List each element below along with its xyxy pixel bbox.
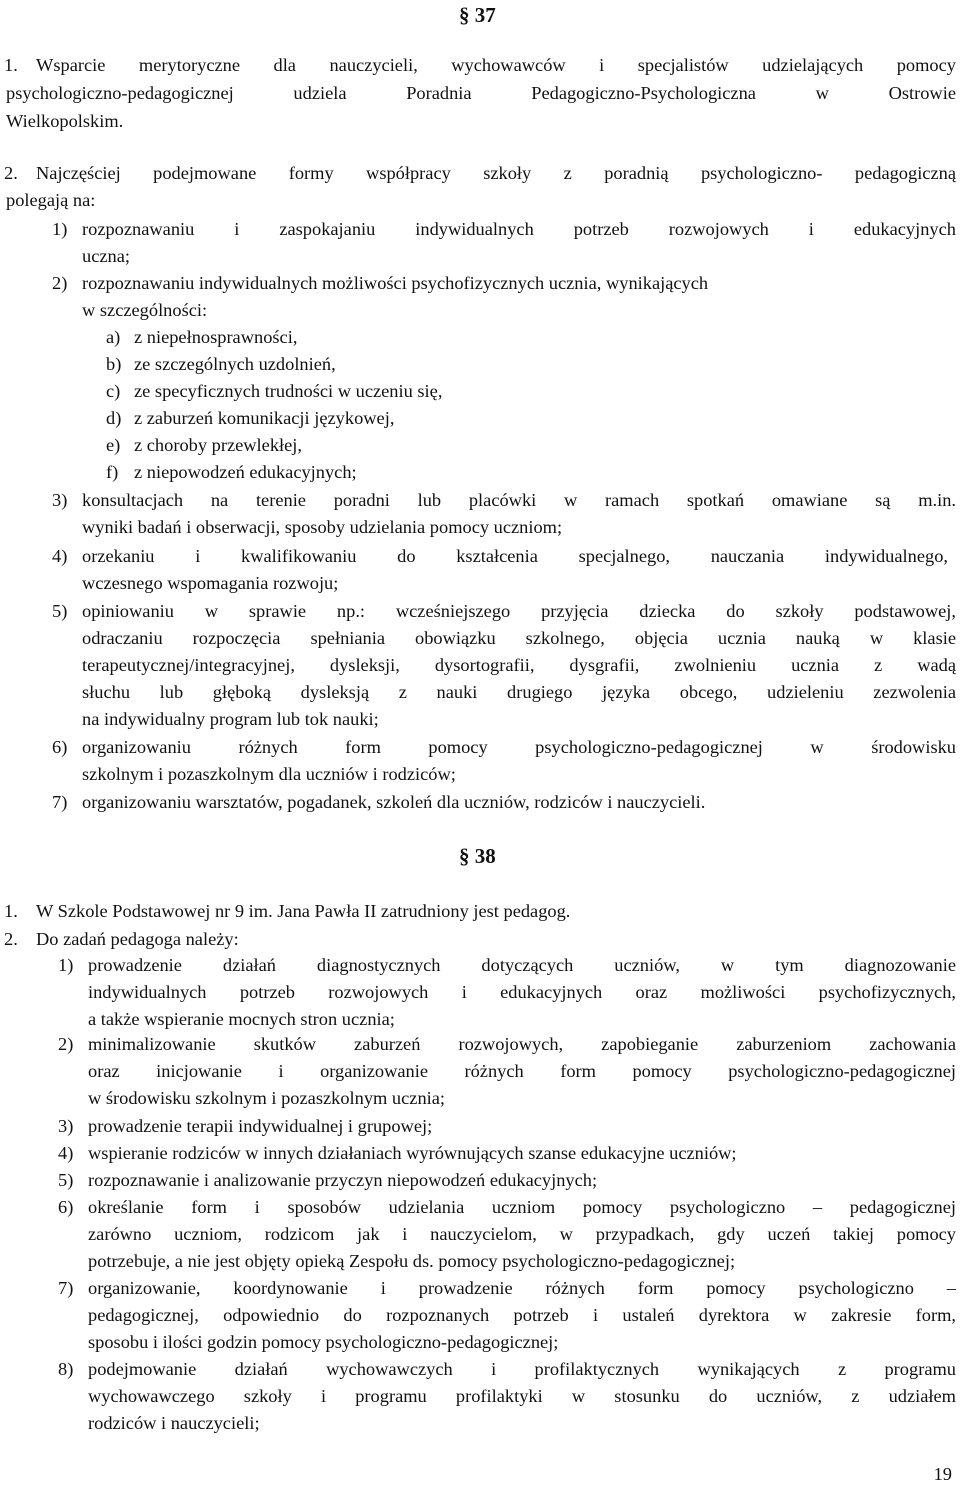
text-line: polegają na: bbox=[6, 190, 96, 210]
text-line: W Szkole Podstawowej nr 9 im. Jana Pawła II zatrudniony jest pedagog. bbox=[36, 901, 571, 921]
list-item-text: indywidualnych potrzeb rozwojowych i edukacyjnych oraz możliwości psychofizycznych, bbox=[88, 982, 956, 1002]
list-item-text: wczesnego wspomagania rozwoju; bbox=[82, 573, 339, 593]
text-line: Wsparcie merytoryczne dla nauczycieli, wychowawców i specjalistów udzielających pomocy bbox=[36, 55, 956, 75]
item-number: 2. bbox=[4, 929, 18, 949]
list-item-text: rozpoznawanie i analizowanie przyczyn niepowodzeń edukacyjnych; bbox=[88, 1170, 598, 1190]
list-item-text: opiniowaniu w sprawie np.: wcześniejszego przyjęcia dziecka do szkoły podstawowej, bbox=[82, 601, 956, 621]
list-item-text: wspieranie rodziców w innych działaniach wyrównujących szanse edukacyjne uczniów; bbox=[88, 1143, 737, 1163]
list-item-text: organizowaniu warsztatów, pogadanek, szkoleń dla uczniów, rodziców i nauczycieli. bbox=[82, 792, 706, 812]
text-line: Wielkopolskim. bbox=[6, 111, 124, 131]
list-item-number: 2) bbox=[58, 1034, 74, 1054]
list-item-text: konsultacjach na terenie poradni lub placówki w ramach spotkań omawiane są m.in. bbox=[82, 490, 956, 510]
text-line: psychologiczno-pedagogicznej udziela Poradnia Pedagogiczno-Psychologiczna w Ostrowie bbox=[6, 83, 956, 103]
list-item-number: 6) bbox=[52, 737, 68, 757]
text-line: Najczęściej podejmowane formy współpracy szkoły z poradnią psychologiczno- pedagogiczną bbox=[36, 163, 956, 183]
list-item-letter: a) bbox=[106, 327, 121, 347]
list-item-text: na indywidualny program lub tok nauki; bbox=[82, 709, 379, 729]
list-item-text: z niepowodzeń edukacyjnych; bbox=[134, 462, 357, 482]
list-item-number: 1) bbox=[58, 955, 74, 975]
list-item-text: organizowaniu różnych form pomocy psychologiczno-pedagogicznej w środowisku bbox=[82, 737, 956, 757]
list-item-text: uczna; bbox=[82, 246, 130, 266]
list-item-number: 5) bbox=[58, 1170, 74, 1190]
list-item-text: prowadzenie działań diagnostycznych dotyczących uczniów, w tym diagnozowanie bbox=[88, 955, 956, 975]
list-item-letter: b) bbox=[106, 354, 122, 374]
list-item-letter: e) bbox=[106, 435, 121, 455]
list-item-text: określanie form i sposobów udzielania uczniom pomocy psychologiczno – pedagogicznej bbox=[88, 1197, 956, 1217]
text-line: Do zadań pedagoga należy: bbox=[36, 929, 239, 949]
list-item-text: szkolnym i pozaszkolnym dla uczniów i rodziców; bbox=[82, 764, 456, 784]
item-number: 2. bbox=[4, 163, 18, 183]
list-item-letter: c) bbox=[106, 381, 121, 401]
list-item-text: z niepełnosprawności, bbox=[134, 327, 298, 347]
list-item-text: potrzebuje, a nie jest objęty opieką Zespołu ds. pomocy psychologiczno-pedagogicznej; bbox=[88, 1251, 736, 1271]
list-item-text: rozpoznawaniu i zaspokajaniu indywidualnych potrzeb rozwojowych i edukacyjnych bbox=[82, 219, 956, 239]
list-item-text: z choroby przewlekłej, bbox=[134, 435, 302, 455]
list-item-number: 5) bbox=[52, 601, 68, 621]
list-item-text: oraz inicjowanie i organizowanie różnych form pomocy psychologiczno-pedagogicznej bbox=[88, 1061, 956, 1081]
list-item-text: pedagogicznej, odpowiednio do rozpoznanych potrzeb i ustaleń dyrektora w zakresie form, bbox=[88, 1305, 956, 1325]
list-item-number: 4) bbox=[58, 1143, 74, 1163]
list-item-number: 2) bbox=[52, 273, 68, 293]
list-item-text: w szczególności: bbox=[82, 300, 208, 320]
list-item-text: z zaburzeń komunikacji językowej, bbox=[134, 408, 395, 428]
list-item-number: 7) bbox=[58, 1278, 74, 1298]
list-item-number: 7) bbox=[52, 792, 68, 812]
page-number: 19 bbox=[933, 1464, 952, 1484]
list-item-text: rodziców i nauczycieli; bbox=[88, 1413, 260, 1433]
list-item-number: 1) bbox=[52, 219, 68, 239]
list-item-text: a także wspieranie mocnych stron ucznia; bbox=[88, 1009, 395, 1029]
list-item-text: organizowanie, koordynowanie i prowadzenie różnych form pomocy psychologiczno – bbox=[88, 1278, 956, 1298]
list-item-text: sposobu i ilości godzin pomocy psychologiczno-pedagogicznej; bbox=[88, 1332, 559, 1352]
list-item-number: 8) bbox=[58, 1359, 74, 1379]
list-item-number: 3) bbox=[52, 490, 68, 510]
list-item-text: podejmowanie działań wychowawczych i profilaktycznych wynikających z programu bbox=[88, 1359, 956, 1379]
list-item-text: prowadzenie terapii indywidualnej i grupowej; bbox=[88, 1116, 433, 1136]
list-item-text: ze specyficznych trudności w uczeniu się, bbox=[134, 381, 443, 401]
list-item-letter: d) bbox=[106, 408, 122, 428]
item-number: 1. bbox=[4, 55, 18, 75]
list-item-text: orzekaniu i kwalifikowaniu do kształcenia specjalnego, nauczania indywidualnego, bbox=[82, 546, 948, 566]
list-item-text: w środowisku szkolnym i pozaszkolnym ucznia; bbox=[88, 1088, 446, 1108]
list-item-text: minimalizowanie skutków zaburzeń rozwojowych, zapobieganie zaburzeniom zachowania bbox=[88, 1034, 956, 1054]
list-item-letter: f) bbox=[106, 462, 119, 482]
list-item-text: rozpoznawaniu indywidualnych możliwości psychofizycznych ucznia, wynikających bbox=[82, 273, 709, 293]
list-item-number: 3) bbox=[58, 1116, 74, 1136]
list-item-text: wychowawczego szkoły i programu profilaktyki w stosunku do uczniów, z udziałem bbox=[88, 1386, 956, 1406]
section-heading-38: § 38 bbox=[459, 844, 496, 868]
list-item-text: zarówno uczniom, rodzicom jak i nauczycielom, w przypadkach, gdy uczeń takiej pomocy bbox=[88, 1224, 956, 1244]
list-item-text: słuchu lub głęboką dysleksją z nauki drugiego języka obcego, udzieleniu zezwolenia bbox=[82, 682, 956, 702]
item-number: 1. bbox=[4, 901, 18, 921]
list-item-number: 4) bbox=[52, 546, 68, 566]
list-item-text: odraczaniu rozpoczęcia spełniania obowiązku szkolnego, objęcia ucznia nauką w klasie bbox=[82, 628, 956, 648]
list-item-text: wyniki badań i obserwacji, sposoby udzielania pomocy uczniom; bbox=[82, 517, 563, 537]
list-item-text: ze szczególnych uzdolnień, bbox=[134, 354, 336, 374]
list-item-number: 6) bbox=[58, 1197, 74, 1217]
list-item-text: terapeutycznej/integracyjnej, dysleksji, dysortografii, dysgrafii, zwolnieniu ucznia z wadą bbox=[82, 655, 956, 675]
section-heading-37: § 37 bbox=[459, 3, 496, 27]
